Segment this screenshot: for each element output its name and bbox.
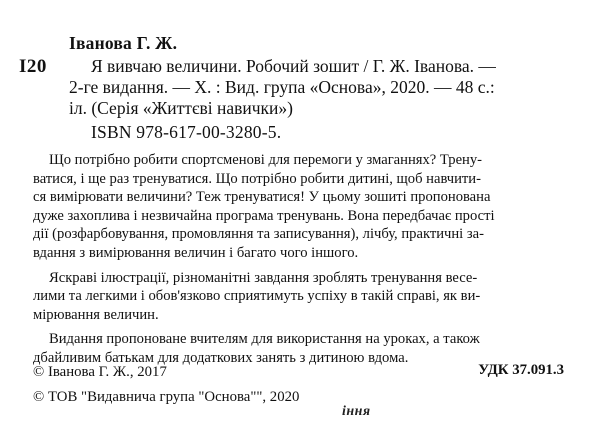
annotation-paragraph — [33, 269, 573, 325]
copyright-line: © Іванова Г. Ж., 2017 — [33, 364, 167, 380]
bibliographic-line: 2-ге видання. — Х. : Вид. група «Основа», 2020. — 48 с.: — [69, 77, 495, 97]
annotation-paragraph — [33, 151, 573, 263]
copyright-line: © ТОВ "Видавнича група "Основа"", 2020 — [33, 389, 300, 405]
annotation-line: дуже захоплива і незвичайна програма тренувань. Вона передбачає прості — [33, 207, 495, 224]
annotation-line: Видання пропоноване вчителям для використання на уроках, а також — [49, 331, 480, 348]
annotation-line: дбайливим батькам для додаткових занять з дитиною вдома. — [33, 349, 409, 366]
annotation-line: Що потрібно робити спортсменові для перемоги у змаганнях? Трену- — [49, 152, 483, 168]
cropped-text-fragment: іння — [342, 404, 371, 419]
annotation-line: мірювання величин. — [33, 306, 159, 323]
annotation-line: дії (розфарбовування, промовляння та записування), лічбу, практичні за- — [33, 226, 484, 243]
annotation-text — [33, 151, 573, 370]
isbn-number: ISBN 978-617-00-3280-5. — [91, 122, 282, 142]
annotation-line: Яскраві ілюстрації, різноманітні завдання зроблять тренування весе- — [49, 269, 478, 286]
bibliographic-line: іл. (Серія «Життєві навички») — [69, 98, 293, 118]
bibliographic-line: Я вивчаю величини. Робочий зошит / Г. Ж. Іванова. — — [91, 56, 496, 76]
annotation-line: ватися, і ще раз тренуватися. Що потрібно робити дитині, щоб навчити- — [33, 170, 481, 187]
author-name: Іванова Г. Ж. — [69, 33, 178, 53]
bibliographic-description — [69, 33, 569, 143]
annotation-line: лими та легкими і обов'язково сприятимуть успіху в такій справі, як ви- — [33, 288, 481, 305]
udc-code: УДК 37.091.3 — [478, 362, 564, 378]
annotation-line: ся вимірювати величини? Теж тренуватися! У цьому зошиті пропонована — [33, 189, 491, 206]
library-classification-code: І20 — [19, 56, 47, 77]
annotation-line: вдання з вимірювання величин і багато чого іншого. — [33, 244, 359, 261]
bibliographic-text — [69, 56, 569, 119]
